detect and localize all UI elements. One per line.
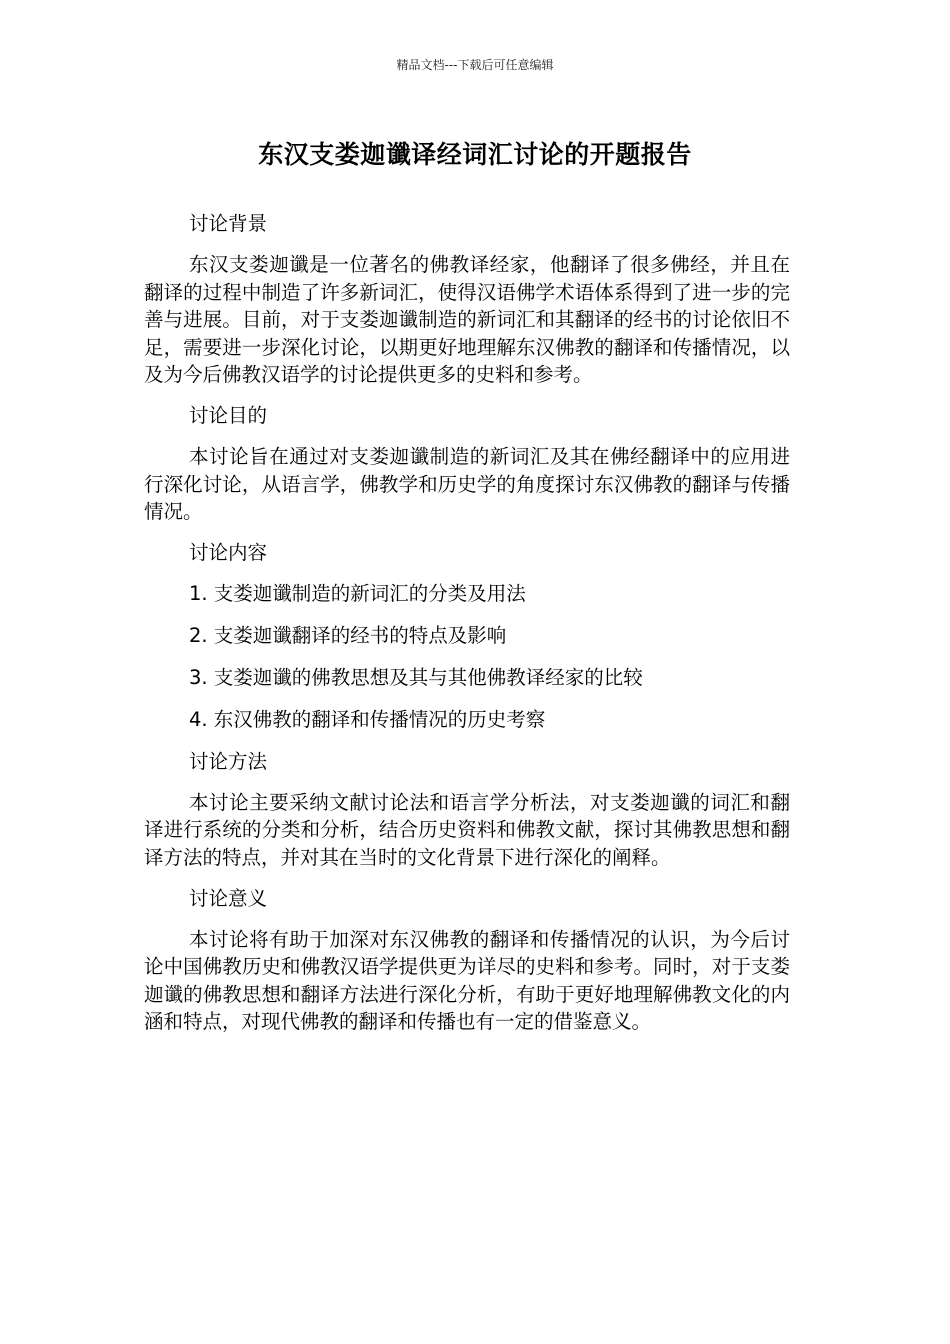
section-heading-background: 讨论背景 (189, 212, 268, 235)
list-item: 1. 支娄迦谶制造的新词汇的分类及用法 (189, 581, 526, 605)
document-body (144, 210, 790, 1049)
paragraph-significance: 本讨论将有助于加深对东汉佛教的翻译和传播情况的认识，为今后讨论中国佛教历史和佛教汉语学提供更为详尽的史料和参考。同时，对于支娄迦谶的佛教思想和翻译方法进行深化分析，有助于更好地理解佛教文化的内涵和特点，对现代佛教的翻译和传播也有一定的借鉴意义。 (144, 927, 790, 1034)
paragraph-method: 本讨论主要采纳文献讨论法和语言学分析法，对支娄迦谶的词汇和翻译进行系统的分类和分析，结合历史资料和佛教文献，探讨其佛教思想和翻译方法的特点，并对其在当时的文化背景下进行深化的阐释。 (144, 790, 790, 869)
list-item: 2. 支娄迦谶翻译的经书的特点及影响 (189, 623, 507, 647)
paragraph-purpose: 本讨论旨在通过对支娄迦谶制造的新词汇及其在佛经翻译中的应用进行深化讨论，从语言学，佛教学和历史学的角度探讨东汉佛教的翻译与传播情况。 (144, 444, 790, 524)
page-header: 精品文档---下载后可任意编辑 (396, 58, 554, 72)
list-item: 4. 东汉佛教的翻译和传播情况的历史考察 (189, 707, 546, 731)
list-item: 3. 支娄迦谶的佛教思想及其与其他佛教译经家的比较 (189, 665, 643, 689)
section-heading-significance: 讨论意义 (189, 886, 268, 910)
section-heading-method: 讨论方法 (189, 749, 268, 773)
paragraph-background: 东汉支娄迦谶是一位著名的佛教译经家，他翻译了很多佛经，并且在翻译的过程中制造了许多新词汇，使得汉语佛学术语体系得到了进一步的完善与进展。目前，对于支娄迦谶制造的新词汇和其翻译的经书的讨论依旧不足，需要进一步深化讨论，以期更好地理解东汉佛教的翻译和传播情况，以及为今后佛教汉语学的讨论提供更多的史料和参考。 (144, 253, 790, 387)
section-heading-content: 讨论内容 (189, 540, 268, 564)
section-heading-purpose: 讨论目的 (189, 403, 268, 427)
document-title: 东汉支娄迦谶译经词汇讨论的开题报告 (258, 140, 692, 169)
